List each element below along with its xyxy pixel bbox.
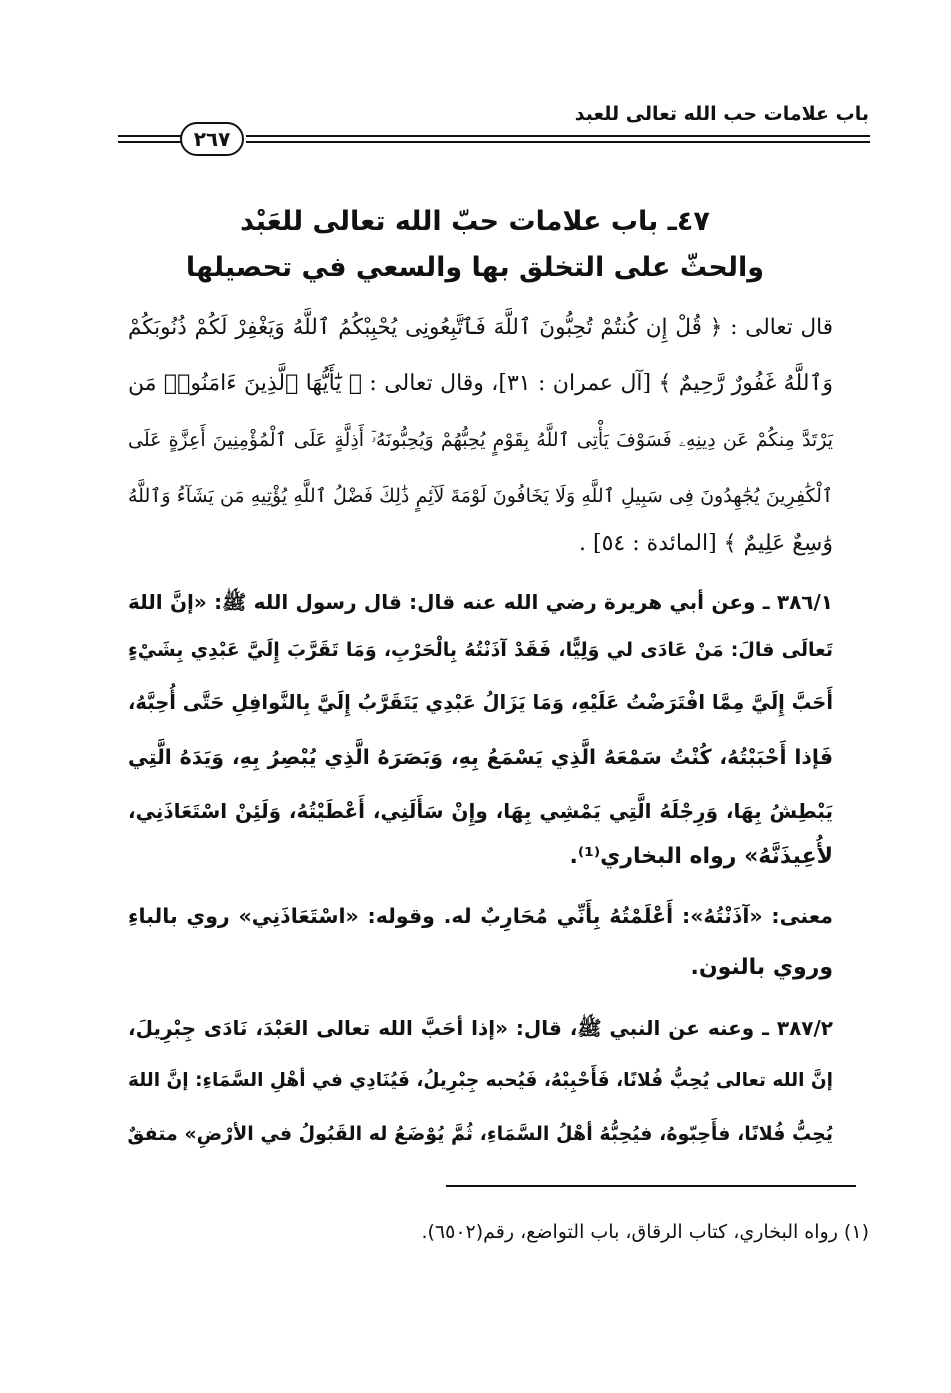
section-subtitle: والحثّ على التخلق بها والسعي في تحصيلها: [185, 252, 765, 283]
running-header: باب علامات حب الله تعالى للعبد: [574, 103, 869, 125]
footnote: (١) رواه البخاري، كتاب الرقاق، باب التواضع، رقم(٦٥٠٢).: [421, 1221, 869, 1243]
explanation-line: معنى: «آذَنْتُهُ»: أَعْلَمْتُهُ بِأَنِّي مُحَارِبٌ له. وقوله: «اسْتَعَاذَنِي» روي بالباءِ: [128, 904, 833, 928]
footnote-separator: [446, 1185, 856, 1187]
rule-line: [118, 135, 188, 137]
rule-line: [118, 141, 188, 143]
rule-line: [246, 141, 870, 143]
hadith-line: لأُعِيذَنَّهُ» رواه البخاري⁽¹⁾.: [569, 844, 833, 869]
hadith-line: تَعالَى قالَ: مَنْ عَادَى لي وَلِيًّا، فَقَدْ آذَنْتُهُ بِالْحَرْبِ، وَمَا تَقَرَّبَ إِلَيَّ عَبْدِي بِشَيْءٍ: [128, 639, 833, 661]
intro-line: يَرْتَدَّ مِنكُمْ عَن دِينِهِۦ فَسَوْفَ يَأْتِى ٱللَّهُ بِقَوْمٍ يُحِبُّهُمْ وَيُحِبُّونَهُۥٓ أَذِلَّةٍ عَلَى ٱلْمُؤْمِنِينَ أَعِزَّةٍ عَلَى: [128, 429, 833, 451]
hadith-line: يُحِبُّ فُلانًا، فأَحِبّوهُ، فيُحِبُّهُ أهْلُ السَّمَاءِ، ثُمَّ يُوْضَعُ له القَبُولُ في الأرْضِ» متفقٌ: [127, 1123, 833, 1145]
hadith-line: فَإذا أَحْبَبْتُهُ، كُنْتُ سَمْعَهُ الَّذِي يَسْمَعُ بِهِ، وَبَصَرَهُ الَّذِي يُبْصِرُ بِهِ، وَيَدَهُ الَّتِي: [128, 745, 833, 769]
rule-line: [246, 135, 870, 137]
hadith-line: ٣٨٧/٢ ـ وعنه عن النبي ﷺ، قال: «إذا أحَبَّ الله تعالى العَبْدَ، نَادَى جِبْرِيلَ،: [128, 1016, 833, 1040]
hadith-line: يَبْطِشُ بِهَا، وَرِجْلَهُ الَّتِي يَمْشِي بِهَا، وإِنْ سَأَلَنِي، أَعْطَيْتُهُ، وَلَئِنْ اسْتَعَاذَنِي،: [128, 799, 833, 823]
section-title: ٤٧ـ باب علامات حبّ الله تعالى للعَبْد: [240, 206, 710, 237]
explanation-line: وروي بالنون.: [690, 955, 833, 980]
page-number: ٢٦٧: [180, 122, 244, 156]
hadith-line: ٣٨٦/١ ـ وعن أبي هريرة رضي الله عنه قال: قال رسول الله ﷺ: «إنَّ اللهَ: [128, 590, 833, 614]
intro-line: ٱلْكَٰفِرِينَ يُجَٰهِدُونَ فِى سَبِيلِ ٱللَّهِ وَلَا يَخَافُونَ لَوْمَةَ لَآئِمٍ ذَٰلِكَ فَضْلُ ٱللَّهِ يُؤْتِيهِ مَن يَشَآءُ وَٱللَّهُ: [128, 485, 833, 507]
hadith-line: أَحَبَّ إِلَيَّ مِمَّا افْتَرَضْتُ عَلَيْهِ، وَمَا يَزَالُ عَبْدِي يَتَقَرَّبُ إِلَيَّ بِالنَّوافِلِ حَتَّى أُحِبَّهُ،: [128, 691, 833, 714]
intro-line: وَٰسِعٌ عَلِيمٌ ﴾ [المائدة : ٥٤] .: [579, 531, 833, 556]
hadith-line: إنَّ الله تعالى يُحِبُّ فُلانًا، فَأَحْبِبْهُ، فَيُحبه جِبْرِيلُ، فَيُنَادِي في أهْلِ السَّمَاءِ: إنَّ اللهَ: [128, 1070, 833, 1091]
intro-line: وَٱللَّهُ غَفُورٌ رَّحِيمٌ ﴾ [آل عمران : ٣١]، وقال تعالى : ﴿ يَٰٓأَيُّهَا ٱلَّذِينَ ءَامَنُوا۟ مَن: [128, 371, 833, 396]
intro-line: قال تعالى : ﴿ قُلْ إِن كُنتُمْ تُحِبُّونَ ٱللَّهَ فَٱتَّبِعُونِى يُحْبِبْكُمُ ٱللَّهُ وَيَغْفِرْ لَكُمْ ذُنُوبَكُمْ: [128, 315, 833, 340]
